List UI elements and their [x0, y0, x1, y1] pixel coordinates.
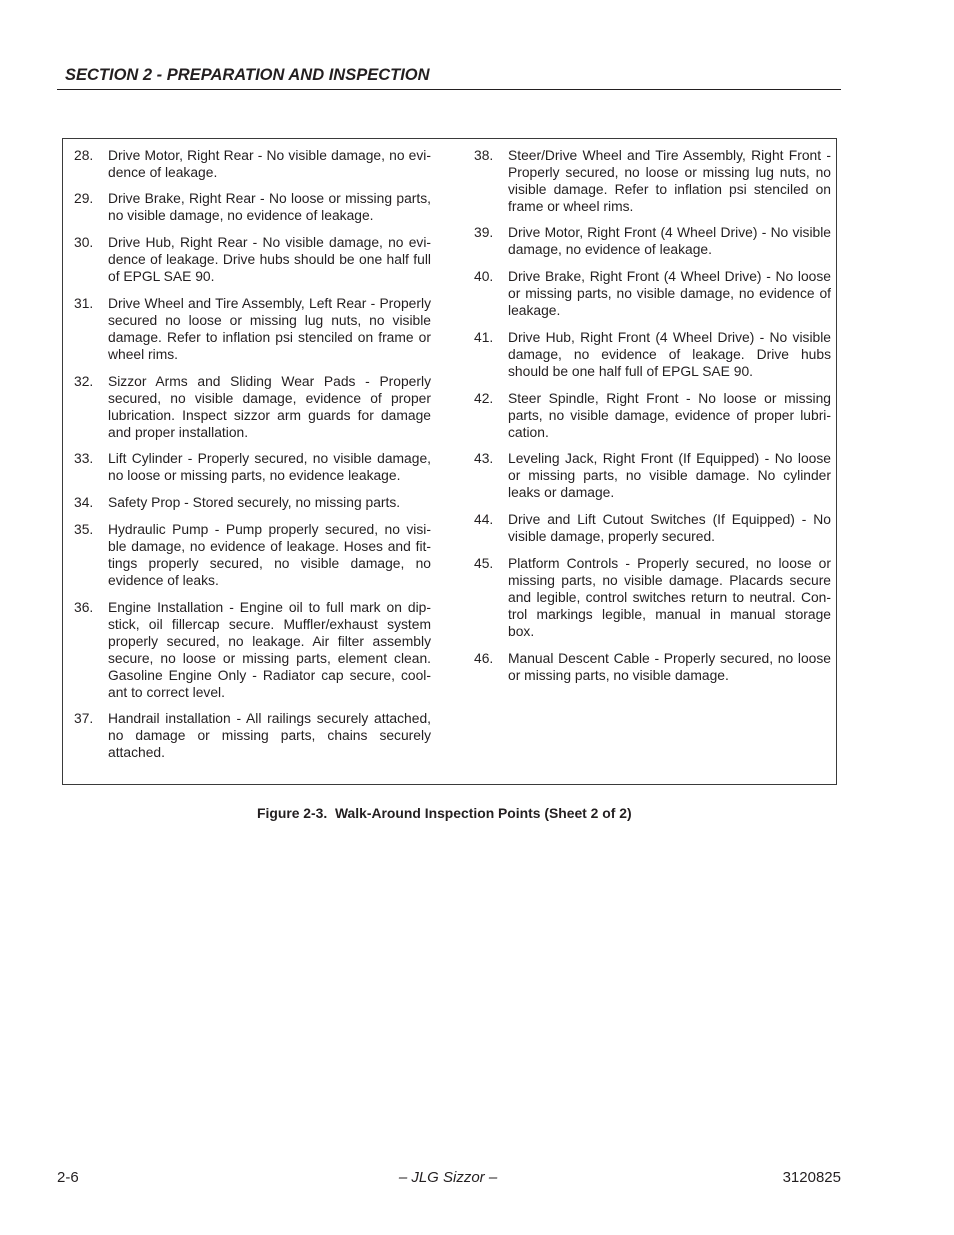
item-text-line: visible damage. Refer to inflation psi stenciled on — [508, 180, 831, 197]
item-text-line: parts, no visible damage, evidence of proper lubri- — [508, 406, 831, 423]
inspection-item — [474, 450, 834, 501]
item-text-line: no damage or missing parts, chains securely — [108, 727, 431, 744]
inspection-item — [74, 190, 434, 224]
item-number: 28. — [74, 146, 94, 163]
item-text-line: of EPGL SAE 90. — [108, 268, 215, 284]
inspection-item — [474, 511, 834, 545]
item-text — [108, 147, 431, 181]
item-text — [108, 295, 431, 363]
item-text-line: cation. — [508, 423, 549, 440]
item-number: 32. — [74, 372, 94, 389]
footer-document-number: 3120825 — [782, 1169, 841, 1186]
item-text-line: secured no loose or missing lug nuts, no visible — [108, 311, 431, 328]
item-text-line: Leveling Jack, Right Front (If Equipped) - No loose — [508, 450, 831, 467]
item-text — [508, 390, 831, 441]
item-text — [508, 511, 831, 545]
item-text — [508, 268, 831, 319]
item-text-line: dence of leakage. — [108, 163, 218, 180]
inspection-item — [474, 329, 834, 380]
inspection-item — [474, 390, 834, 441]
item-text-line: or missing parts, no visible damage. No cylinder — [508, 467, 831, 484]
figure-caption: Figure 2-3. Walk-Around Inspection Points (Sheet 2 of 2) — [257, 805, 632, 821]
header-rule — [57, 89, 841, 90]
item-text-line: damage, no evidence of leakage. — [508, 241, 712, 258]
item-text-line: should be one half full of EPGL SAE 90. — [508, 362, 753, 379]
item-text-line: Steer/Drive Wheel and Tire Assembly, Right Front - — [508, 146, 831, 163]
item-text-line: Platform Controls - Properly secured, no loose or — [508, 554, 831, 571]
item-text-line: dence of leakage. Drive hubs should be one half full — [108, 251, 431, 267]
left-column — [74, 147, 434, 762]
item-text-line: evidence of leaks. — [108, 571, 219, 588]
item-text — [108, 190, 431, 224]
item-text-line: Drive Motor, Right Front (4 Wheel Drive) - No visible — [508, 224, 831, 241]
footer-page-number: 2-6 — [57, 1169, 79, 1186]
item-text — [508, 147, 831, 215]
item-text-line: tings properly secured, no visible damage, no — [108, 554, 431, 571]
item-text-line: Drive Hub, Right Rear - No visible damage, no evi- — [108, 234, 431, 250]
item-text-line: trol markings legible, manual in manual storage — [508, 605, 831, 622]
item-number: 45. — [474, 554, 494, 571]
item-text-line: damage. Refer to inflation psi stenciled on frame or — [108, 328, 431, 345]
item-text-line: Handrail installation - All railings securely attached, — [108, 710, 431, 727]
item-text-line: Sizzor Arms and Sliding Wear Pads - Properly — [108, 372, 431, 389]
item-text-line: no loose or missing parts, no evidence leakage. — [108, 467, 401, 484]
item-text-line: or missing parts, no visible damage. — [508, 666, 729, 683]
item-text-line: and legible, control switches return to neutral. Con- — [508, 588, 831, 605]
inspection-points-box — [62, 138, 837, 785]
item-text-line: Drive Brake, Right Rear - No loose or missing parts, — [108, 190, 431, 207]
item-number: 33. — [74, 450, 94, 467]
inspection-item — [74, 147, 434, 181]
inspection-item — [474, 268, 834, 319]
item-text-line: and proper installation. — [108, 423, 249, 440]
item-text-line: Hydraulic Pump - Pump properly secured, no visi- — [108, 520, 431, 537]
item-text-line: frame or wheel rims. — [508, 197, 634, 214]
item-number: 37. — [74, 710, 94, 727]
item-text-line: Properly secured, no loose or missing lug nuts, no — [508, 163, 831, 180]
item-text — [108, 599, 431, 701]
inspection-item — [74, 521, 434, 589]
item-text-line: properly secured, no leakage. Air filter assembly — [108, 632, 431, 649]
inspection-item — [474, 555, 834, 640]
inspection-item — [74, 450, 434, 484]
item-text-line: leakage. — [508, 302, 561, 318]
item-text-line: lubrication. Inspect sizzor arm guards for damage — [108, 406, 431, 423]
item-text — [108, 450, 431, 484]
item-text-line: damage, no evidence of leakage. Drive hubs — [508, 345, 831, 362]
item-number: 31. — [74, 294, 94, 311]
item-number: 43. — [474, 450, 494, 467]
section-title: SECTION 2 - PREPARATION AND INSPECTION — [65, 66, 430, 84]
item-text-line: Gasoline Engine Only - Radiator cap secure, cool- — [108, 666, 431, 683]
inspection-item — [74, 373, 434, 441]
item-text-line: Lift Cylinder - Properly secured, no visible damage, — [108, 450, 431, 467]
item-number: 41. — [474, 328, 494, 345]
item-number: 46. — [474, 649, 494, 666]
item-number: 29. — [74, 190, 94, 207]
item-text-line: wheel rims. — [108, 345, 179, 362]
item-text-line: Drive and Lift Cutout Switches (If Equipped) - No — [508, 511, 831, 527]
item-text — [108, 234, 431, 285]
right-column — [474, 147, 834, 684]
item-text-line: attached. — [108, 744, 165, 761]
item-text-line: box. — [508, 622, 535, 639]
item-text-line: or missing parts, no visible damage, no evidence of — [508, 285, 831, 301]
item-text-line: missing parts, no visible damage. Placards secure — [508, 571, 831, 588]
item-text-line: secure, no loose or missing parts, element clean. — [108, 649, 431, 666]
item-text-line: visible damage, properly secured. — [508, 528, 715, 544]
item-text — [508, 329, 831, 380]
item-text-line: Drive Hub, Right Front (4 Wheel Drive) - No visible — [508, 328, 831, 345]
item-number: 44. — [474, 511, 494, 527]
inspection-item — [74, 710, 434, 761]
item-number: 36. — [74, 598, 94, 615]
inspection-item — [74, 599, 434, 701]
item-text-line: Drive Wheel and Tire Assembly, Left Rear - Properly — [108, 294, 431, 311]
item-text-line: Drive Brake, Right Front (4 Wheel Drive) - No loose — [508, 268, 831, 284]
item-text-line: Manual Descent Cable - Properly secured, no loose — [508, 649, 831, 666]
item-text-line: Engine Installation - Engine oil to full mark on dip- — [108, 598, 431, 615]
inspection-item — [474, 147, 834, 215]
item-text — [108, 494, 431, 511]
item-number: 40. — [474, 268, 494, 284]
item-text-line: secured, no visible damage, evidence of proper — [108, 389, 431, 406]
item-text-line: Drive Motor, Right Rear - No visible damage, no evi- — [108, 146, 431, 163]
item-number: 42. — [474, 389, 494, 406]
item-number: 35. — [74, 520, 94, 537]
item-text — [108, 521, 431, 589]
item-text-line: ble damage, no evidence of leakage. Hoses and fit- — [108, 537, 431, 554]
item-text — [108, 373, 431, 441]
item-text — [508, 450, 831, 501]
inspection-item — [74, 234, 434, 285]
inspection-item — [474, 650, 834, 684]
item-number: 34. — [74, 494, 94, 510]
footer-manual-title: – JLG Sizzor – — [398, 1169, 498, 1186]
item-text-line: stick, oil fillercap secure. Muffler/exhaust system — [108, 615, 431, 632]
item-text — [108, 710, 431, 761]
item-text — [508, 650, 831, 684]
item-text — [508, 555, 831, 640]
item-text-line: Safety Prop - Stored securely, no missing parts. — [108, 494, 401, 510]
item-text-line: leaks or damage. — [508, 484, 615, 501]
item-text-line: ant to correct level. — [108, 683, 225, 700]
inspection-item — [474, 224, 834, 258]
inspection-item — [74, 494, 434, 511]
item-text — [508, 224, 831, 258]
inspection-item — [74, 295, 434, 363]
item-text-line: no visible damage, no evidence of leakage. — [108, 207, 374, 224]
item-number: 30. — [74, 234, 94, 250]
item-text-line: Steer Spindle, Right Front - No loose or missing — [508, 389, 831, 406]
item-number: 39. — [474, 224, 494, 241]
item-number: 38. — [474, 146, 494, 163]
